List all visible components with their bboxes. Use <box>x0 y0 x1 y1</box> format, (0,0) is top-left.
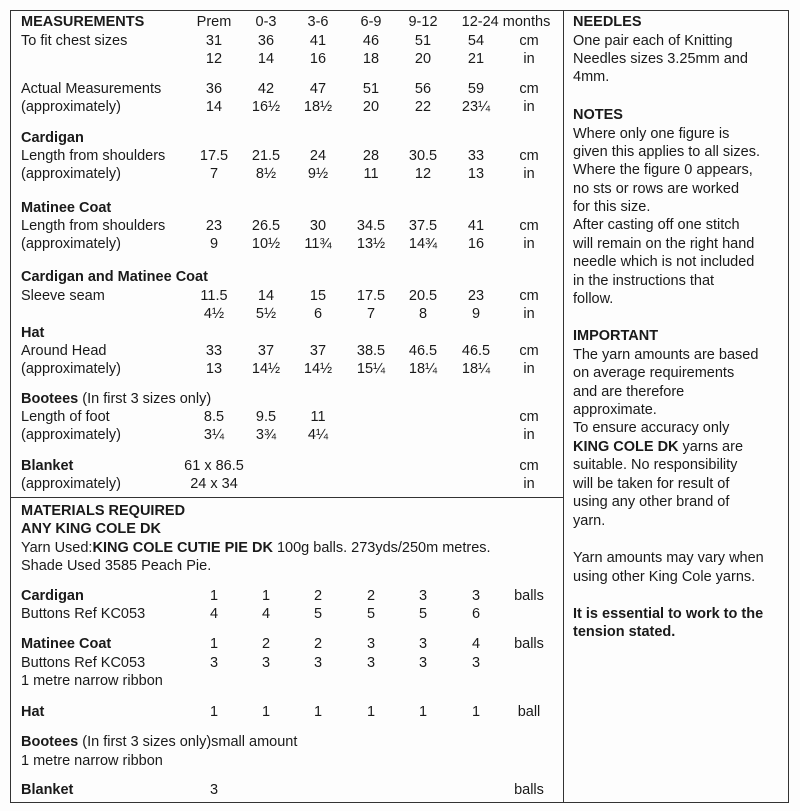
measurement-value: 9½ <box>307 166 329 182</box>
materials-subtitle: ANY KING COLE DK <box>21 521 161 537</box>
measurement-label: (approximately) <box>21 99 121 115</box>
measurement-title-text: Blanket <box>21 458 74 474</box>
measurement-value: 46 <box>362 33 380 49</box>
material-value: 1 <box>209 636 219 652</box>
tension-line: tension stated. <box>573 624 676 640</box>
notes-line: follow. <box>573 291 614 307</box>
measurement-value: 47 <box>309 81 327 97</box>
notes-line: needle which is not included <box>573 254 755 270</box>
important-line: suitable. No responsibility <box>573 457 738 473</box>
important-line: using any other brand of <box>573 494 730 510</box>
unit-label: cm <box>519 148 539 164</box>
material-value: 4 <box>261 606 271 622</box>
measurement-value: 16 <box>467 236 485 252</box>
measurement-value: 28 <box>362 148 380 164</box>
important-line: and are therefore <box>573 384 685 400</box>
measurement-value: 10½ <box>251 236 281 252</box>
measurement-value: 59 <box>467 81 485 97</box>
measurement-value: 3¾ <box>255 427 277 443</box>
unit-label: in <box>523 236 535 252</box>
material-title: Blanket <box>21 782 74 798</box>
measurement-value: 37.5 <box>408 218 438 234</box>
measurement-value: 8½ <box>255 166 277 182</box>
measurement-value: 30.5 <box>408 148 438 164</box>
material-unit: ball <box>517 704 541 720</box>
notes-title: NOTES <box>573 107 623 123</box>
unit-label: cm <box>519 343 539 359</box>
measurement-value: 6 <box>313 306 323 322</box>
size-header: 0-3 <box>255 14 277 30</box>
material-value: 1 <box>418 704 428 720</box>
measurement-value: 9 <box>471 306 481 322</box>
measurement-label: To fit chest sizes <box>21 33 128 49</box>
material-value: 1 <box>209 704 219 720</box>
measurement-value: 18¼ <box>461 361 491 377</box>
measurement-value: 16½ <box>251 99 281 115</box>
brand-rest: yarns are <box>678 439 744 455</box>
measurement-title-text: Cardigan <box>21 130 84 146</box>
important-line: To ensure accuracy only <box>573 420 730 436</box>
needles-title: NEEDLES <box>573 14 642 30</box>
material-value: 3 <box>366 636 376 652</box>
material-value: 6 <box>471 606 481 622</box>
needles-line: One pair each of Knitting <box>573 33 733 49</box>
notes-line: will remain on the right hand <box>573 236 755 252</box>
unit-label: in <box>523 99 535 115</box>
bootees-line <box>21 733 297 751</box>
measurement-value: 31 <box>205 33 223 49</box>
measurement-value: 12 <box>414 166 432 182</box>
important-line: yarn. <box>573 513 606 529</box>
unit-label: cm <box>519 288 539 304</box>
material-value: 3 <box>418 588 428 604</box>
material-value: 5 <box>366 606 376 622</box>
material-unit: balls <box>514 782 544 798</box>
measurement-value: 14½ <box>303 361 333 377</box>
material-title: Matinee Coat <box>21 636 112 652</box>
measurement-value: 42 <box>257 81 275 97</box>
material-value: 3 <box>366 655 376 671</box>
notes-line: Where the figure 0 appears, <box>573 162 753 178</box>
measurement-value: 33 <box>467 148 485 164</box>
measurement-value: 11¾ <box>304 236 332 252</box>
measurement-value: 61 x 86.5 <box>184 458 244 474</box>
measurement-value: 20.5 <box>408 288 438 304</box>
measurement-value: 14 <box>205 99 223 115</box>
measurement-title-text: Matinee Coat <box>21 200 112 216</box>
measurement-value: 4½ <box>203 306 225 322</box>
measurement-value: 30 <box>309 218 327 234</box>
measurement-label: Length from shoulders <box>21 148 166 164</box>
measurement-value: 26.5 <box>251 218 281 234</box>
measurement-value: 46.5 <box>408 343 438 359</box>
measurement-value: 9.5 <box>255 409 277 425</box>
material-value: 1 <box>261 704 271 720</box>
unit-label: in <box>523 361 535 377</box>
measurement-title-text: Bootees <box>21 391 79 407</box>
notes-line: for this size. <box>573 199 651 215</box>
material-value: 3 <box>418 655 428 671</box>
material-unit: balls <box>514 588 544 604</box>
measurement-value: 14 <box>257 288 275 304</box>
notes-line: in the instructions that <box>573 273 715 289</box>
measurement-label: (approximately) <box>21 476 121 492</box>
measurement-value: 15 <box>309 288 327 304</box>
material-value: 3 <box>471 588 481 604</box>
notes-line: After casting off one stitch <box>573 217 740 233</box>
material-value: 3 <box>471 655 481 671</box>
important-line: The yarn amounts are based <box>573 347 759 363</box>
measurement-value: 51 <box>362 81 380 97</box>
unit-label: in <box>523 306 535 322</box>
material-value: 3 <box>209 655 219 671</box>
bootees-note: (In first 3 sizes only)small amount <box>78 734 298 750</box>
measurement-title <box>21 268 208 286</box>
measurement-value: 41 <box>309 33 327 49</box>
important-line: will be taken for result of <box>573 476 730 492</box>
yarn-used-label: Yarn Used: <box>21 540 93 556</box>
measurement-value: 22 <box>414 99 432 115</box>
measurement-title-text: Cardigan and Matinee Coat <box>21 269 208 285</box>
size-header: 3-6 <box>307 14 329 30</box>
measurement-value: 4¼ <box>307 427 329 443</box>
material-value: 2 <box>313 636 323 652</box>
measurement-value: 11.5 <box>200 288 228 304</box>
material-value: 4 <box>471 636 481 652</box>
unit-label: cm <box>519 409 539 425</box>
measurement-value: 51 <box>414 33 432 49</box>
measurement-value: 20 <box>362 99 380 115</box>
material-value: 1 <box>471 704 481 720</box>
needles-line: Needles sizes 3.25mm and <box>573 51 748 67</box>
measurement-title <box>21 390 211 408</box>
measurement-label: (approximately) <box>21 236 121 252</box>
measurement-label: (approximately) <box>21 361 121 377</box>
unit-label: cm <box>519 458 539 474</box>
materials-title: MATERIALS REQUIRED <box>21 503 186 519</box>
ribbon-label: 1 metre narrow ribbon <box>21 753 163 769</box>
yarn-details: 100g balls. 273yds/250m metres. <box>272 540 491 556</box>
material-unit: balls <box>514 636 544 652</box>
material-value: 3 <box>261 655 271 671</box>
material-value: 4 <box>209 606 219 622</box>
measurement-value: 20 <box>414 51 432 67</box>
measurement-value: 34.5 <box>356 218 386 234</box>
unit-label: in <box>523 166 535 182</box>
measurement-value: 14 <box>257 51 275 67</box>
measurement-value: 23 <box>205 218 223 234</box>
buttons-label: Buttons Ref KC053 <box>21 606 146 622</box>
measurement-title <box>21 199 111 217</box>
unit-label: cm <box>519 218 539 234</box>
measurement-value: 54 <box>467 33 485 49</box>
notes-line: given this applies to all sizes. <box>573 144 760 160</box>
measurement-value: 13 <box>205 361 223 377</box>
measurement-value: 33 <box>205 343 223 359</box>
measurement-value: 14¾ <box>408 236 438 252</box>
measurement-value: 5½ <box>255 306 277 322</box>
measurement-value: 21 <box>467 51 485 67</box>
measurement-value: 7 <box>366 306 376 322</box>
measurement-value: 38.5 <box>356 343 386 359</box>
size-header: 12-24 months <box>461 14 551 30</box>
material-value: 1 <box>313 704 323 720</box>
measurement-value: 17.5 <box>356 288 386 304</box>
measurement-value: 14½ <box>251 361 281 377</box>
important-brand-line <box>573 438 743 456</box>
measurement-title <box>21 324 44 342</box>
measurement-value: 37 <box>309 343 327 359</box>
measurement-label: (approximately) <box>21 166 121 182</box>
vary-line: using other King Cole yarns. <box>573 569 756 585</box>
measurement-value: 13 <box>467 166 485 182</box>
material-value: 2 <box>366 588 376 604</box>
unit-label: cm <box>519 33 539 49</box>
measurement-title-note: (In first 3 sizes only) <box>78 391 212 407</box>
yarn-used-line <box>21 539 491 557</box>
material-value: 1 <box>366 704 376 720</box>
measurements-title: MEASUREMENTS <box>21 14 145 30</box>
measurement-value: 8.5 <box>203 409 225 425</box>
measurement-label: (approximately) <box>21 427 121 443</box>
size-header: 9-12 <box>408 14 438 30</box>
measurement-value: 8 <box>418 306 428 322</box>
measurement-value: 23 <box>467 288 485 304</box>
material-title: Hat <box>21 704 45 720</box>
measurement-value: 18½ <box>303 99 333 115</box>
measurement-value: 15¼ <box>356 361 386 377</box>
material-value: 5 <box>418 606 428 622</box>
measurement-value: 18 <box>362 51 380 67</box>
material-value: 1 <box>261 588 271 604</box>
bootees-title: Bootees <box>21 734 79 750</box>
measurement-value: 24 x 34 <box>190 476 238 492</box>
material-value: 3 <box>209 782 219 798</box>
measurement-label: Length from shoulders <box>21 218 166 234</box>
measurement-value: 23¼ <box>461 99 491 115</box>
measurement-title-text: Hat <box>21 325 45 341</box>
measurement-title <box>21 457 73 475</box>
measurement-value: 11 <box>310 409 326 425</box>
material-value: 5 <box>313 606 323 622</box>
measurement-value: 16 <box>309 51 327 67</box>
measurement-label: Sleeve seam <box>21 288 105 304</box>
shade-line: Shade Used 3585 Peach Pie. <box>21 558 212 574</box>
important-title: IMPORTANT <box>573 328 659 344</box>
material-value: 3 <box>418 636 428 652</box>
important-line: on average requirements <box>573 365 735 381</box>
measurement-value: 18¼ <box>408 361 438 377</box>
tension-line: It is essential to work to the <box>573 606 764 622</box>
needles-line: 4mm. <box>573 69 610 85</box>
material-value: 3 <box>313 655 323 671</box>
measurement-value: 41 <box>467 218 485 234</box>
size-header: Prem <box>196 14 232 30</box>
yarn-name: KING COLE CUTIE PIE DK <box>92 540 273 556</box>
material-title: Cardigan <box>21 588 84 604</box>
measurement-value: 56 <box>414 81 432 97</box>
measurement-label: Length of foot <box>21 409 110 425</box>
brand-name: KING COLE DK <box>573 439 679 455</box>
measurement-value: 9 <box>209 236 219 252</box>
measurement-value: 13½ <box>356 236 386 252</box>
measurement-value: 37 <box>257 343 275 359</box>
measurement-value: 11 <box>363 166 379 182</box>
notes-line: Where only one figure is <box>573 126 730 142</box>
measurement-value: 21.5 <box>251 148 281 164</box>
measurement-label: Actual Measurements <box>21 81 162 97</box>
vary-line: Yarn amounts may vary when <box>573 550 764 566</box>
measurement-label: Around Head <box>21 343 107 359</box>
ribbon-label: 1 metre narrow ribbon <box>21 673 163 689</box>
measurement-value: 12 <box>205 51 223 67</box>
measurement-value: 3¼ <box>203 427 225 443</box>
material-value: 2 <box>261 636 271 652</box>
material-value: 1 <box>209 588 219 604</box>
unit-label: cm <box>519 81 539 97</box>
size-header: 6-9 <box>360 14 382 30</box>
notes-line: no sts or rows are worked <box>573 181 740 197</box>
material-value: 2 <box>313 588 323 604</box>
measurement-value: 17.5 <box>199 148 229 164</box>
column-divider <box>563 10 564 803</box>
unit-label: in <box>523 51 535 67</box>
measurement-value: 36 <box>205 81 223 97</box>
measurement-value: 46.5 <box>461 343 491 359</box>
unit-label: in <box>523 476 535 492</box>
measurement-value: 24 <box>309 148 327 164</box>
section-divider <box>10 497 563 498</box>
unit-label: in <box>523 427 535 443</box>
buttons-label: Buttons Ref KC053 <box>21 655 146 671</box>
measurement-title <box>21 129 84 147</box>
measurement-value: 36 <box>257 33 275 49</box>
measurement-value: 7 <box>209 166 219 182</box>
important-line: approximate. <box>573 402 657 418</box>
